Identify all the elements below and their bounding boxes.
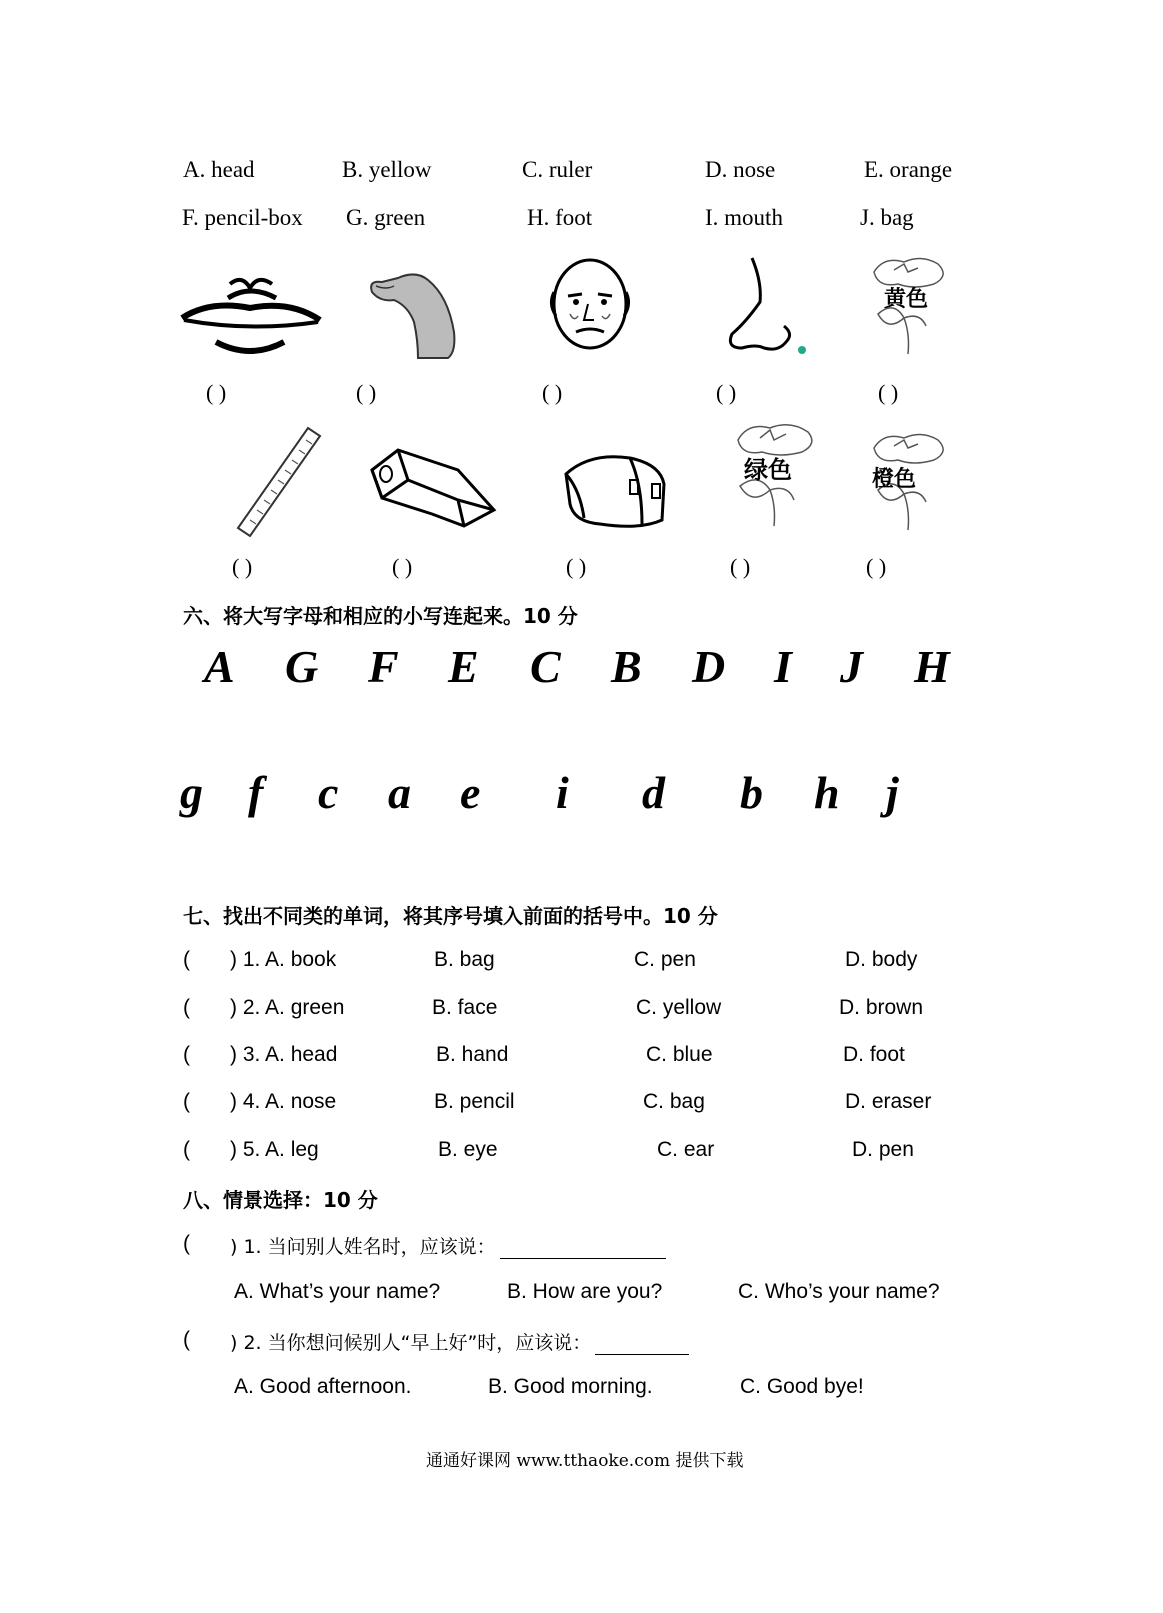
question-option-d: D. brown xyxy=(839,996,924,1019)
question-option-a: ) 5. A. leg xyxy=(230,1138,319,1161)
question-option-d: D. foot xyxy=(843,1043,905,1066)
lowercase-letter[interactable]: c xyxy=(318,767,339,818)
answer-paren[interactable]: ( ) xyxy=(566,554,587,579)
option-d: D. nose xyxy=(705,157,776,182)
question-option-b: B. bag xyxy=(434,948,495,971)
question-option-c: C. yellow xyxy=(636,996,722,1019)
flower-label-yellow: 黄色 xyxy=(884,287,929,312)
answer-paren[interactable]: ( ) xyxy=(730,554,751,579)
uppercase-letter[interactable]: E xyxy=(448,641,479,692)
question-option-a: ) 4. A. nose xyxy=(230,1090,337,1113)
choice-c: C. Who’s your name? xyxy=(738,1280,940,1303)
lowercase-letter[interactable]: f xyxy=(248,767,264,818)
uppercase-letter[interactable]: D xyxy=(692,641,726,692)
answer-paren[interactable]: ( xyxy=(183,996,190,1019)
option-a: A. head xyxy=(183,157,255,182)
uppercase-letter[interactable]: F xyxy=(368,641,399,692)
question-option-c: C. bag xyxy=(643,1090,705,1113)
option-g: G. green xyxy=(346,205,426,230)
question-option-d: D. eraser xyxy=(845,1090,932,1113)
answer-paren[interactable]: ( xyxy=(183,948,190,971)
answer-paren[interactable]: ( ) xyxy=(878,380,899,405)
question-option-c: C. pen xyxy=(634,948,696,971)
question-option-a: ) 1. A. book xyxy=(230,948,337,971)
lowercase-letter[interactable]: e xyxy=(460,767,481,818)
uppercase-letter[interactable]: B xyxy=(611,641,642,692)
choice-b: B. Good morning. xyxy=(488,1375,653,1398)
question-prompt: ) 2. 当你想问候别人“早上好”时，应该说： xyxy=(230,1332,592,1354)
flower-icon xyxy=(864,430,950,530)
choice-a: A. What’s your name? xyxy=(234,1280,441,1303)
answer-blank[interactable] xyxy=(500,1238,666,1259)
choice-a: A. Good afternoon. xyxy=(234,1375,412,1398)
question-option-d: D. pen xyxy=(852,1138,914,1161)
section-heading-6: 六、将大写字母和相应的小写连起来。10 分 xyxy=(183,604,578,628)
question-prompt: ) 1. 当问别人姓名时，应该说： xyxy=(230,1236,496,1258)
arm-icon xyxy=(368,262,460,360)
lowercase-letter[interactable]: d xyxy=(642,767,665,818)
flower-label-green: 绿色 xyxy=(744,456,792,484)
bag-icon xyxy=(560,444,670,534)
lowercase-letter[interactable]: h xyxy=(814,767,840,818)
nose-icon xyxy=(716,252,810,358)
option-i: I. mouth xyxy=(705,205,783,230)
option-j: J. bag xyxy=(860,205,914,230)
footer-text: 通通好课网 www.tthaoke.com 提供下载 xyxy=(426,1451,744,1471)
lowercase-letter[interactable]: b xyxy=(740,767,763,818)
answer-paren[interactable]: ( xyxy=(183,1232,190,1255)
uppercase-letter[interactable]: H xyxy=(914,641,950,692)
question-option-c: C. blue xyxy=(646,1043,713,1066)
question-option-b: B. hand xyxy=(436,1043,509,1066)
lowercase-letter[interactable]: j xyxy=(886,767,899,818)
uppercase-letter[interactable]: J xyxy=(840,641,863,692)
mouth-icon xyxy=(180,270,322,360)
ruler-icon xyxy=(232,424,324,536)
answer-paren[interactable]: ( xyxy=(183,1138,190,1161)
answer-paren[interactable]: ( ) xyxy=(866,554,887,579)
answer-paren[interactable]: ( ) xyxy=(716,380,737,405)
flower-icon xyxy=(728,420,820,526)
uppercase-letter[interactable]: A xyxy=(204,641,235,692)
answer-paren[interactable]: ( ) xyxy=(206,380,227,405)
option-c: C. ruler xyxy=(522,157,593,182)
option-e: E. orange xyxy=(864,157,953,182)
choice-c: C. Good bye! xyxy=(740,1375,864,1398)
option-b: B. yellow xyxy=(342,157,432,182)
lowercase-letter[interactable]: g xyxy=(180,767,203,818)
section-heading-8: 八、情景选择：10 分 xyxy=(183,1188,378,1212)
answer-paren[interactable]: ( ) xyxy=(392,554,413,579)
question-text xyxy=(230,1232,666,1259)
uppercase-letter[interactable]: G xyxy=(285,641,319,692)
flower-icon xyxy=(864,254,950,354)
pencil-box-icon xyxy=(368,440,500,534)
head-icon xyxy=(542,252,636,358)
answer-paren[interactable]: ( xyxy=(183,1090,190,1113)
answer-paren[interactable]: ( ) xyxy=(542,380,563,405)
choice-b: B. How are you? xyxy=(507,1280,663,1303)
question-option-b: B. face xyxy=(432,996,498,1019)
question-option-a: ) 2. A. green xyxy=(230,996,345,1019)
question-option-d: D. body xyxy=(845,948,918,971)
lowercase-letter[interactable]: i xyxy=(556,767,569,818)
answer-paren[interactable]: ( xyxy=(183,1328,190,1351)
option-h: H. foot xyxy=(527,205,593,230)
question-option-c: C. ear xyxy=(657,1138,715,1161)
answer-paren[interactable]: ( ) xyxy=(356,380,377,405)
question-text xyxy=(230,1328,689,1355)
answer-paren[interactable]: ( ) xyxy=(232,554,253,579)
answer-blank[interactable] xyxy=(595,1334,689,1355)
section-heading-7: 七、找出不同类的单词，将其序号填入前面的括号中。10 分 xyxy=(183,904,718,928)
question-option-b: B. eye xyxy=(438,1138,498,1161)
option-f: F. pencil-box xyxy=(182,205,303,230)
uppercase-letter[interactable]: C xyxy=(530,641,561,692)
lowercase-letter[interactable]: a xyxy=(388,767,411,818)
question-option-a: ) 3. A. head xyxy=(230,1043,338,1066)
answer-paren[interactable]: ( xyxy=(183,1043,190,1066)
flower-label-orange: 橙色 xyxy=(872,467,917,492)
uppercase-letter[interactable]: I xyxy=(774,641,792,692)
question-option-b: B. pencil xyxy=(434,1090,515,1113)
